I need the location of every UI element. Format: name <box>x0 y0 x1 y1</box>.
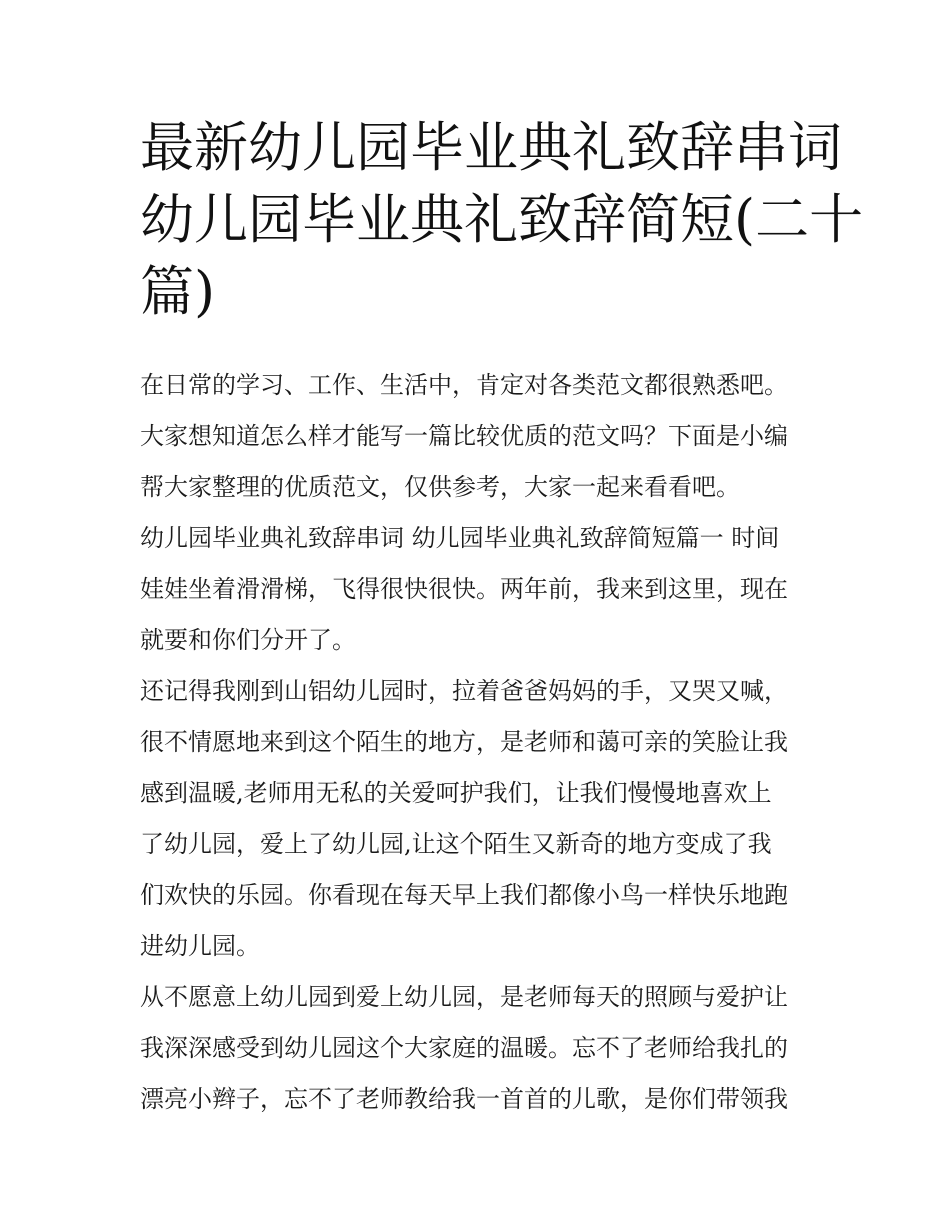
text-line: 还记得我刚到山铝幼儿园时，拉着爸爸妈妈的手，又哭又喊， <box>140 677 788 705</box>
text-line: 们欢快的乐园。你看现在每天早上我们都像小鸟一样快乐地跑 <box>140 881 788 909</box>
title-line: 最新幼儿园毕业典礼致辞串词 <box>140 116 842 179</box>
text-line: 漂亮小辫子，忘不了老师教给我一首首的儿歌，是你们带领我 <box>140 1085 788 1113</box>
text-line: 进幼儿园。 <box>140 932 260 960</box>
title-line: 幼儿园毕业典礼致辞简短(二十 <box>140 188 864 251</box>
text-line: 在日常的学习、工作、生活中，肯定对各类范文都很熟悉吧。 <box>140 371 788 399</box>
text-line: 我深深感受到幼儿园这个大家庭的温暖。忘不了老师给我扎的 <box>140 1034 788 1062</box>
text-line: 就要和你们分开了。 <box>140 626 356 654</box>
paragraph-gratitude <box>140 972 830 1125</box>
title-line: 篇) <box>140 260 216 323</box>
paragraph-heading <box>140 513 830 666</box>
text-line: 感到温暖,老师用无私的关爱呵护我们，让我们慢慢地喜欢上 <box>140 779 772 807</box>
text-line: 了幼儿园，爱上了幼儿园,让这个陌生又新奇的地方变成了我 <box>140 830 772 858</box>
paragraph-memory <box>140 666 830 972</box>
text-line: 很不情愿地来到这个陌生的地方，是老师和蔼可亲的笑脸让我 <box>140 728 788 756</box>
paragraph-intro <box>140 360 830 513</box>
document-title <box>140 112 864 328</box>
document-body <box>140 360 830 1125</box>
text-line: 幼儿园毕业典礼致辞串词 幼儿园毕业典礼致辞简短篇一 时间 <box>140 524 780 552</box>
text-line: 从不愿意上幼儿园到爱上幼儿园，是老师每天的照顾与爱护让 <box>140 983 788 1011</box>
text-line: 娃娃坐着滑滑梯，飞得很快很快。两年前，我来到这里，现在 <box>140 575 788 603</box>
text-line: 帮大家整理的优质范文，仅供参考，大家一起来看看吧。 <box>140 473 740 501</box>
text-line: 大家想知道怎么样才能写一篇比较优质的范文吗？下面是小编 <box>140 422 788 450</box>
